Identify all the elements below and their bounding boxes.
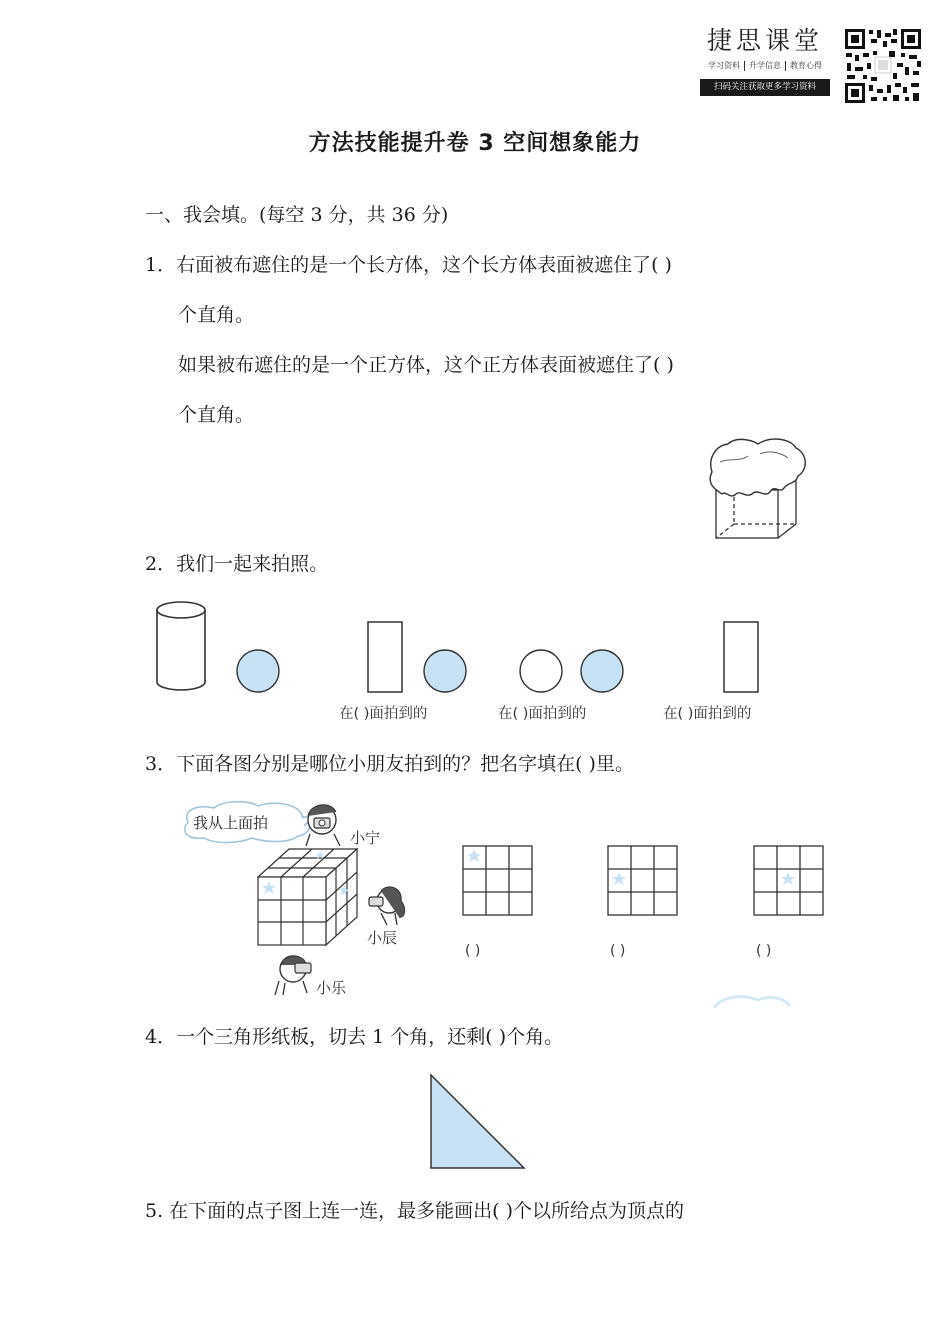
brand-tag: 升学信息 [745, 61, 786, 71]
brand-slogan: 扫码关注获取更多学习资料 [700, 79, 830, 96]
q2-caption-2: 在( )面拍到的 [498, 706, 587, 722]
view-grid-1 [462, 845, 534, 917]
blue-circle-shape [237, 650, 279, 692]
bubble-text: 我从上面拍 [193, 814, 269, 832]
kid-front-icon [271, 951, 321, 997]
q2-caption-3: 在( )面拍到的 [663, 706, 752, 722]
blue-circle-shape [424, 650, 466, 692]
q2-text: 2．我们一起来拍照。 [145, 553, 329, 575]
blue-circle-shape [581, 650, 623, 692]
triangle-figure [428, 1072, 528, 1172]
covered-cuboid-figure [700, 432, 815, 544]
brand-name: 捷思课堂 [706, 26, 823, 55]
cube-stack-figure [255, 845, 360, 948]
rectangle-shape [368, 622, 402, 692]
q1-line3: 如果被布遮住的是一个正方体，这个正方体表面被遮住了( ) [178, 354, 674, 376]
kid-top-icon [300, 798, 348, 850]
q2-caption-1: 在( )面拍到的 [339, 706, 428, 722]
page-title: 方法技能提升卷 3 空间想象能力 [308, 131, 642, 156]
answer-blank-2[interactable]: ( ) [610, 943, 626, 959]
kid-name-top: 小宁 [350, 829, 381, 847]
q2-figures [150, 598, 810, 698]
view-grid-2 [607, 845, 679, 917]
q1-line4: 个直角。 [178, 404, 255, 426]
q1-line1: 1．右面被布遮住的是一个长方体，这个长方体表面被遮住了( ) [145, 254, 672, 276]
brand-tag: 教育心得 [790, 61, 822, 70]
decorative-cloud [712, 994, 792, 1008]
rectangle-shape [724, 622, 758, 692]
cylinder-figure [157, 602, 205, 690]
view-grid-3 [753, 845, 825, 917]
qr-code-icon[interactable] [843, 27, 923, 105]
answer-blank-1[interactable]: ( ) [465, 943, 481, 959]
q3-text: 3．下面各图分别是哪位小朋友拍到的？把名字填在( )里。 [145, 753, 634, 775]
q1-line2: 个直角。 [178, 304, 255, 326]
q4-text: 4．一个三角形纸板，切去 1 个角，还剩( )个角。 [145, 1026, 564, 1048]
kid-name-front: 小乐 [316, 979, 347, 997]
white-circle-shape [520, 650, 562, 692]
brand-tag: 学习资料 [704, 61, 745, 71]
answer-blank-3[interactable]: ( ) [756, 943, 772, 959]
kid-name-right: 小辰 [367, 929, 398, 947]
kid-right-icon [363, 883, 411, 927]
section-heading: 一、我会填。(每空 3 分，共 36 分) [145, 204, 449, 226]
q5-text: 5. 在下面的点子图上连一连，最多能画出( )个以所给点为顶点的 [145, 1200, 685, 1222]
brand-block [700, 26, 830, 96]
brand-tags [700, 61, 830, 71]
